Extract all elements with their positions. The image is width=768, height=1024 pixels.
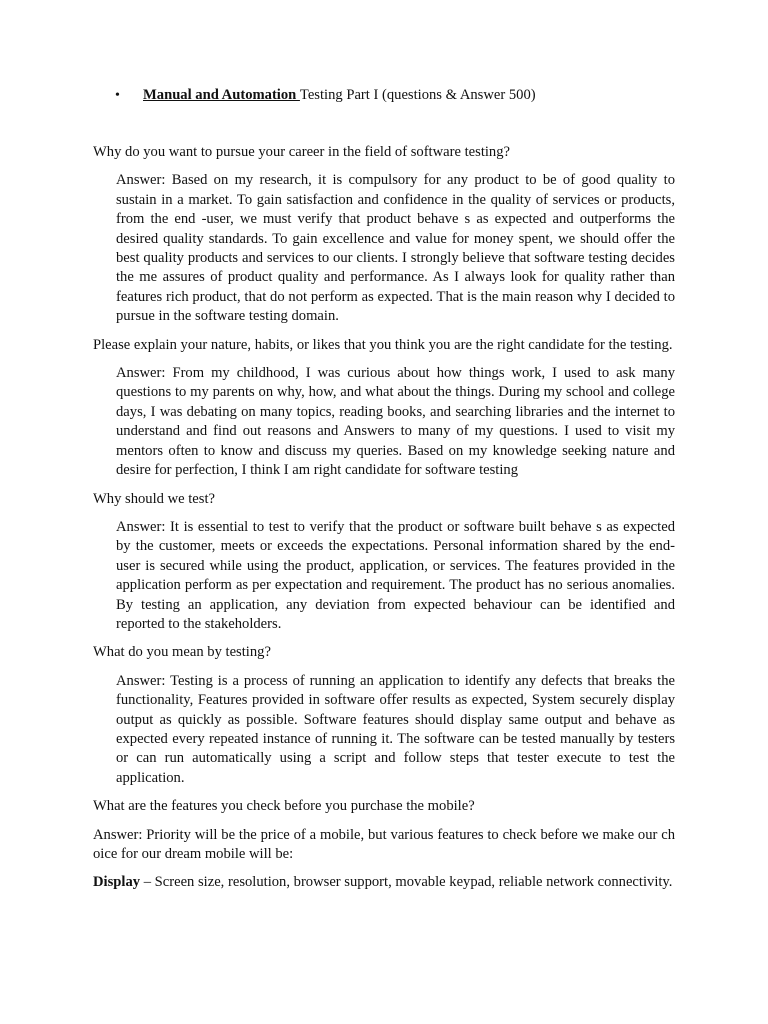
- feature-display: [93, 873, 675, 892]
- question-5: What are the features you check before you purchase the mobile?: [93, 798, 475, 815]
- answer-2: Answer: From my childhood, I was curious about how things work, I used to ask many questions to my parents on why, how, and what about the things. During my school and college days, I was debating on many topics, reading books, and searching libraries and the internet to understand and find out reasons and Answers to many of my questions. I used to visit my mentors often to know and discuss my queries. Based on my knowledge seeking nature and desire for perfection, I think I am right candidate for software testing: [116, 365, 675, 479]
- title-rest-part: Testing Part I (questions & Answer 500): [299, 87, 536, 103]
- question-2: Please explain your nature, habits, or likes that you think you are the right candidate for the testing.: [93, 336, 673, 353]
- document-title: [93, 86, 675, 106]
- feature-description: – Screen size, resolution, browser support, movable keypad, reliable network connectivity.: [140, 874, 673, 891]
- question-1: Why do you want to pursue your career in the field of software testing?: [93, 144, 511, 160]
- answer-3: Answer: It is essential to test to verify that the product or software built behave s as expected by the customer, meets or exceeds the expectations. Personal information shared by the end-user is secured while using the product, application, or services. The features provided in the application perform as per expectation and requirement. The product has no serious anomalies. By testing an application, any deviation from expected behaviour can be identified and reported to the stakeholders.: [116, 518, 675, 632]
- question-4: What do you mean by testing?: [93, 644, 271, 661]
- answer-1: Answer: Based on my research, it is compulsory for any product to be of good quality to sustain in a market. To gain satisfaction and confidence in the quality of services or products, from the end -user, we must verify that product behave s as expected and outperforms the desired quality standards. To gain excellence and value for money spent, we should offer the best quality products and services to our clients. I strongly believe that software testing decides the me assures of product quality and performance. As I always look for quality rather than features rich product, that do not perform as expected. That is the main reason why I decided to pursue in the software testing domain.: [116, 172, 675, 325]
- feature-term: Display: [93, 874, 141, 891]
- answer-4: Answer: Testing is a process of running an application to identify any defects that breaks the functionality, Features provided in software offer results as expected, System securely display output as quickly as possible. Software features should display same output and behave as expected every repeated instance of running it. The software can be tested manually by testers or can run automatically using a script and follow steps that tester execute to test the application.: [116, 672, 675, 786]
- question-3: Why should we test?: [93, 490, 215, 507]
- document-page: [93, 86, 675, 902]
- answer-5: Answer: Priority will be the price of a mobile, but various features to check before we make our ch oice for our dream mobile will be:: [93, 826, 675, 862]
- title-bold-part: Manual and Automation: [143, 87, 300, 103]
- bullet-icon: •: [115, 88, 120, 103]
